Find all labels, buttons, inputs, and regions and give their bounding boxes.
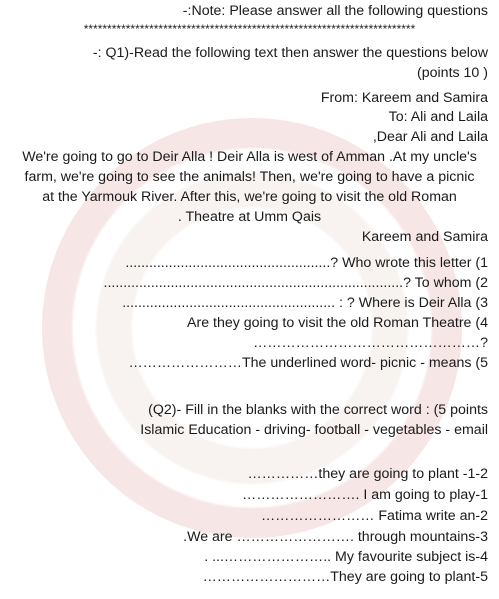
letter-to: To: Ali and Laila — [388, 109, 488, 125]
letter-from: From: Kareem and Samira — [320, 90, 488, 106]
fill-sentence: .We are ……………………. through mountains-3 — [183, 529, 488, 545]
question-5: ……………………The underlined word- picnic - means (5 — [128, 355, 488, 371]
letter-signature: Kareem and Samira — [361, 229, 488, 245]
q2-heading: (Q2)- Fill in the blanks with the correct word : (5 points — [148, 402, 488, 418]
fill-sentence: ………………………They are going to plant-5 — [202, 569, 488, 585]
letter-body-line: at the Yarmouk River. After this, we're going to visit the old Roman — [42, 189, 457, 205]
letter-body-line: We're going to go to Deir Alla ! Deir Alla is west of Amman .At my uncle's — [22, 149, 477, 165]
fill-sentence: …………………… Fatima write an-2 — [260, 508, 488, 524]
question-4: Are they going to visit the old Roman Theatre (4 — [187, 315, 488, 331]
question-3: ...................................................... : ? Where is Deir Alla (3 — [122, 295, 488, 311]
question-2: ............................................................................? To whom (2 — [103, 275, 488, 291]
q2-word-bank: Islamic Education - driving- football - vegetables - email — [140, 422, 488, 438]
letter-greeting: ,Dear Ali and Laila — [372, 129, 488, 145]
fill-sentence: . ...………………….. My favourite subject is-4 — [204, 549, 488, 565]
fill-sentence: ……………………. I am going to play-1 — [242, 487, 488, 503]
q1-heading: -: Q1)-Read the following text then answer the questions below — [92, 45, 488, 61]
question-4-answer-line: …………………………………………? — [253, 335, 488, 351]
question-1: ....................................................? Who wrote this letter (1 — [125, 255, 488, 271]
fill-sentence: ……………they are going to plant -1-2 — [247, 466, 488, 482]
letter-body-line: farm, we're going to see the animals! Then, we're going to have a picnic — [24, 169, 475, 185]
q1-points: (points 10 ) — [417, 65, 488, 81]
note-line: -:Note: Please answer all the following questions — [182, 3, 488, 19]
letter-body-line: . Theatre at Umm Qais — [177, 209, 322, 225]
star-divider: *********************************************************************** — [83, 22, 416, 36]
